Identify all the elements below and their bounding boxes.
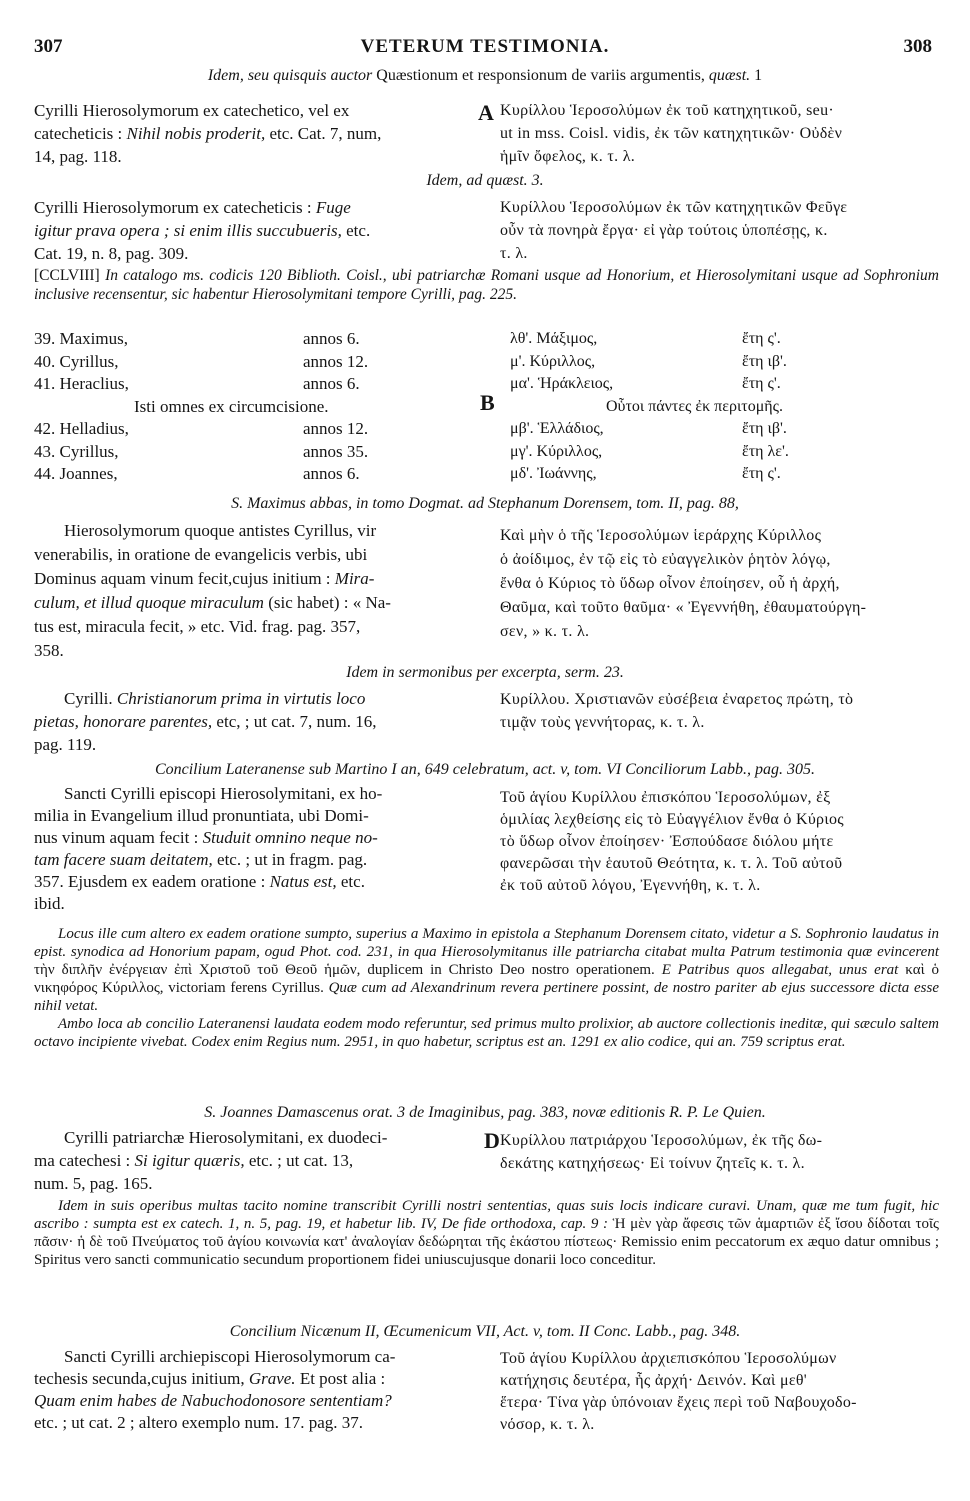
page-number-left: 307: [34, 36, 63, 57]
bishop-name: μ'. Κύριλλος,: [510, 352, 596, 370]
footnote: [34, 1197, 939, 1269]
text-line: 358.: [34, 641, 64, 660]
text-run: etc. Cat. 7, num,: [269, 124, 382, 143]
bishop-name: 40. Cyrillus,: [34, 351, 119, 371]
bishops-list-greek: [510, 328, 940, 486]
text-line: τιμᾷν τοὺς γεννήτορας, κ. τ. λ.: [500, 714, 705, 731]
bishop-name: μβ'. Ἑλλάδιος,: [510, 420, 604, 437]
bishop-years: ἔτη ιβ'.: [742, 420, 787, 437]
page-number-right: 308: [903, 36, 932, 57]
note-text: Locus ille cum altero ex eadem oratione sumpto, superius a Maximo in epistola a Stephanum Dorensem citato, videtur a S. Sophronio laudatus in epist. synodica ad Honorium papam, ogud Phot. cod. 231, in qua Hierosolymitanus ille patriarcha citabat multa Patrum testimonia quæ evincerent: [34, 926, 939, 960]
heading-italic: Idem, seu quisquis auctor: [207, 67, 373, 84]
text-line: ὁμιλίας λεχθείσης εἰς τὸ Εὐαγγέλιον ἔνθα ὁ Κύριος: [500, 811, 844, 828]
list-item: [510, 328, 940, 351]
text-line: 14, pag. 118.: [34, 147, 122, 166]
text-line: [34, 122, 489, 145]
heading-italic: Concilium Lateranense sub Martino I an, 649 celebratum, act. v, tom. VI Conciliorum Labb., pag. 305.: [154, 761, 816, 778]
section-heading: [40, 171, 930, 191]
heading-italic: Idem, ad quæst. 3.: [426, 172, 544, 189]
text-run: Cyrilli Hierosolymorum ex catecheticis :: [34, 198, 312, 217]
text-line: Κυρίλλου πατριάρχου Ἱεροσολύμων, ἐκ τῆς δω-: [500, 1132, 823, 1149]
heading-italic: quæst.: [708, 67, 751, 84]
bishop-name: 42. Helladius,: [34, 419, 129, 438]
text-line: [34, 591, 489, 615]
list-item: [510, 418, 940, 441]
text-run: techesis secunda,cujus initium,: [34, 1369, 245, 1388]
text-run: Dominus aquam vinum fecit,cujus initium :: [34, 569, 331, 588]
heading-italic: S. Maximus abbas, in tomo Dogmat. ad Stephanum Dorensem, tom. II, pag. 88,: [231, 495, 739, 512]
bishop-years: annos 12.: [303, 419, 369, 438]
margin-letter: D: [484, 1128, 500, 1153]
text-line: ἕτερα· Τίνα γὰρ ὑπόνοιαν ἔχεις περὶ τοῦ Ναβουχοδο-: [500, 1394, 857, 1411]
italic-run: Fuge: [315, 198, 351, 217]
text-line: Τοῦ ἁγίου Κυρίλλου ἐπισκόπου Ἱεροσολύμων, ἐξ: [500, 789, 831, 806]
latin-column: [34, 687, 489, 756]
text-line: Cat. 19, n. 8, pag. 309.: [34, 244, 189, 263]
list-note-text: Isti omnes ex circumcisione.: [134, 396, 329, 416]
bishops-list-latin: [34, 328, 474, 486]
text-line: ἐκ τοῦ αὐτοῦ λόγου, Ἐγεννήθη, κ. τ. λ.: [500, 877, 761, 894]
bishop-name: μδ'. Ἰωάννης,: [510, 465, 597, 482]
text-run: Et post alia :: [299, 1369, 386, 1388]
text-line: [34, 827, 489, 849]
text-line: etc. ; ut cat. 2 ; altero exemplo num. 17. pag. 37.: [34, 1413, 364, 1432]
italic-run: tam facere suam deitatem,: [34, 850, 213, 869]
text-run: etc. ; ut in fragm. pag.: [217, 850, 368, 869]
italic-run: Studuit omnino neque no-: [202, 828, 378, 847]
text-line: [34, 710, 489, 733]
margin-letter: B: [480, 390, 495, 415]
list-note-text: Οὗτοι πάντες ἐκ περιτομῆς.: [606, 397, 783, 415]
text-run: catecheticis :: [34, 124, 123, 143]
note-text: Quæ cum ad Alexandrinum revera pertinere possint, de nostro pariter ab ejus successore dicta esse nihil vetat.: [34, 980, 940, 1014]
running-title: VETERUM TESTIMONIA.: [360, 36, 610, 57]
text-line: τ. λ.: [500, 245, 528, 262]
heading-text: Quæstionum et responsionum de variis argumentis,: [376, 67, 705, 84]
text-run: etc.: [346, 221, 371, 240]
margin-letter: A: [478, 100, 494, 125]
note-greek: Ἡ μὲν γὰρ ἄφεσις τῶν ἁμαρτιῶν ἐξ ἴσου δίδοται τοῖς πᾶσιν· ἡ δὲ τοῦ Πνεύματος τοῦ ἁγίου κοινωνία κατ' ἀναλογίαν δεδώρηται τῆς ἑκάστου πίστεως· Remissio enim peccatorum ex æquo datur omnibus ; Spiritus vero sancti communicatio secundum proportionem fidei uniuscujusque donarii loco conceditur.: [34, 1216, 939, 1268]
text-line: [34, 849, 489, 871]
bishop-name: 43. Cyrillus,: [34, 441, 119, 461]
note-paragraph: [34, 925, 939, 1015]
list-item: [510, 463, 940, 486]
bishop-years: ἔτη ιβ'.: [742, 352, 787, 370]
text-line: Θαῦμα, καὶ τοῦτο θαῦμα· « Ἐγεννήθη, ἐθαυματούργη-: [500, 599, 867, 616]
text-line: [34, 567, 489, 591]
greek-column: [500, 1129, 938, 1175]
section-heading: [40, 494, 930, 514]
list-item: [34, 441, 474, 464]
text-line: ὁ ἀοίδιμος, ἐν τῷ εἰς τὸ εὐαγγελικὸν ῥητὸν λόγῳ,: [500, 551, 831, 568]
bishop-years: annos 35.: [303, 441, 369, 461]
list-item: [510, 351, 940, 374]
bishop-years: annos 6.: [303, 464, 360, 483]
text-line: tus est, miracula fecit, » etc. Vid. frag. pag. 357,: [34, 617, 361, 636]
footnote: [34, 925, 939, 1051]
text-line: σεν, » κ. τ. λ.: [500, 623, 590, 640]
italic-run: Christianorum prima in virtutis loco: [116, 689, 366, 708]
list-item: [34, 463, 474, 486]
text-line: κατήχησις δευτέρα, ἧς ἀρχή· Δεινόν. Καὶ μεθ': [500, 1372, 807, 1389]
note-greek: τὴν διπλῆν ἐνέργειαν ἐπὶ Χριστοῦ τοῦ Θεοῦ ἡμῶν, duplicem in Christo Deo nostro operationem.: [34, 962, 655, 978]
heading-italic: Idem in sermonibus per excerpta, serm. 23.: [346, 664, 624, 681]
bishop-name: λθ'. Μάξιμος,: [510, 330, 598, 347]
bishop-name: 41. Heraclius,: [34, 374, 129, 393]
text-line: [34, 219, 489, 242]
greek-column: [500, 524, 938, 644]
text-line: venerabilis, in oratione de evangelicis verbis, ubi: [34, 545, 368, 564]
bishop-years: annos 6.: [303, 374, 360, 393]
bishop-name: 39. Maximus,: [34, 329, 128, 348]
text-line: Κυρίλλου Ἱεροσολύμων ἐκ τῶν κατηχητικῶν Φεῦγε: [500, 199, 848, 216]
text-line: δεκάτης κατηχήσεως· Εἰ τοίνυν ζητεῖς κ. τ. λ.: [500, 1155, 805, 1172]
text-line: Cyrilli Hierosolymorum ex catechetico, vel ex: [34, 101, 350, 120]
list-item: [34, 351, 474, 374]
text-line: [34, 196, 489, 219]
text-line: ἔνθα ὁ Κύριος τὸ ὕδωρ οἶνον ἐποίησεν, οὗ ἡ ἀρχή,: [500, 575, 840, 592]
text-run: nus vinum aquam fecit :: [34, 828, 199, 847]
greek-column: [500, 196, 938, 265]
greek-column: [500, 688, 938, 734]
note-marker: [CCLVIII]: [34, 267, 100, 284]
text-line: Sancti Cyrilli archiepiscopi Hierosolymorum ca-: [64, 1347, 396, 1366]
section-heading: [40, 760, 930, 780]
bishop-years: ἔτη ς'.: [742, 375, 781, 392]
list-item: [510, 373, 940, 396]
text-run: etc, ; ut cat. 7, num. 16,: [216, 712, 377, 731]
bishop-years: annos 6.: [303, 329, 360, 348]
section-heading: [40, 66, 930, 86]
list-item: [34, 328, 474, 351]
section-heading: [40, 663, 930, 683]
text-line: pag. 119.: [34, 735, 97, 754]
text-line: Καὶ μὴν ὁ τῆς Ἱεροσολύμων ἱεράρχης Κύριλλος: [500, 527, 822, 544]
text-run: Cyrilli.: [64, 689, 113, 708]
text-run: 357. Ejusdem ex eadem oratione :: [34, 872, 266, 891]
latin-column: [34, 99, 489, 168]
note-greek: καὶ ὁ νικηφόρος Κύριλλος, victoriam ferens Cyrillus.: [34, 962, 940, 996]
italic-run: culum, et illud quoque miraculum: [34, 593, 264, 612]
heading-italic: Concilium Nicænum II, Œcumenicum VII, Act. v, tom. II Conc. Labb., pag. 348.: [229, 1323, 741, 1340]
latin-column: [34, 519, 489, 663]
footnote: [34, 266, 939, 304]
text-line: Κυρίλλου Ἱεροσολύμων ἐκ τοῦ κατηχητικοῦ, seu·: [500, 102, 835, 119]
text-run: etc.: [340, 872, 365, 891]
heading-italic: S. Joannes Damascenus orat. 3 de Imaginibus, pag. 383, novæ editionis R. P. Le Quien.: [204, 1104, 766, 1121]
note-paragraph: Ambo loca ab concilio Lateranensi laudata eodem modo referuntur, sed primus multo prolixior, ab auctore collectionis ineditæ, qui sæculo saltem octavo incipiente vivebat. Codex enim Regius num. 2951, in quo habetur, scriptus est an. 1291 ex alio codice, qui an. 759 scriptus erat.: [34, 1016, 939, 1050]
text-line: τὸ ὕδωρ οἶνον ἐποίησεν· Ἐσπούδασε διόλου μήτε: [500, 833, 834, 850]
italic-run: Mira-: [334, 569, 375, 588]
bishop-years: annos 12.: [303, 351, 369, 371]
note-text: Idem in suis operibus multas tacito nomine transcribit Cyrilli nostri sententias, quas suis locis indicare curavi. Unam, quæ me tum fugit, hic ascribo : sumpta est ex catech. 1, n. 5, pag. 19, et habetur lib. IV, De fide orthodoxa, cap. 9 :: [34, 1198, 939, 1232]
text-line: milia in Evangelium illud pronuntiata, ubi Domi-: [34, 806, 369, 825]
text-run: ma catechesi :: [34, 1151, 131, 1170]
note-text: E Patribus quos allegabat, unus erat: [661, 962, 899, 978]
bishop-name: 44. Joannes,: [34, 464, 118, 483]
list-item: [34, 418, 474, 441]
bishop-years: ἔτη λε'.: [742, 442, 789, 460]
greek-column: [500, 99, 938, 168]
section-heading: [40, 1322, 930, 1342]
note-text: In catalogo ms. codicis 120 Biblioth. Coisl., ubi patriarchæ Romani usque ad Honorium, et Hierosolymitani usque ad Sophronium inclusive recensentur, sic habentur Hierosolymitani tempore Cyrilli, pag. 225.: [34, 267, 940, 303]
list-note: [34, 396, 474, 419]
section-heading: [40, 1103, 930, 1123]
bishop-years: ἔτη ς'.: [742, 330, 781, 347]
italic-run: pietas, honorare parentes,: [34, 712, 213, 731]
text-line: Quam enim habes de Nabuchodonosore sententiam?: [34, 1391, 392, 1410]
text-line: Κυρίλλου. Χριστιανῶν εὐσέβεια ἐναρετος πρώτη, τὸ: [500, 691, 854, 708]
heading-text: 1: [754, 67, 763, 84]
italic-run: Natus est,: [269, 872, 337, 891]
list-item: [510, 441, 940, 464]
greek-column: [500, 1348, 938, 1436]
latin-column: [34, 783, 489, 915]
text-line: ut in mss. Coisl. vidis, ἐκ τῶν κατηχητικῶν· Οὐδὲν: [500, 125, 843, 142]
latin-column: [34, 1126, 489, 1195]
italic-run: igitur prava opera ; si enim illis succubueris,: [34, 221, 342, 240]
greek-column: [500, 787, 938, 897]
text-line: [34, 687, 489, 710]
text-line: Cyrilli patriarchæ Hierosolymitani, ex duodeci-: [64, 1128, 388, 1147]
list-note: [510, 396, 940, 419]
text-line: νόσορ, κ. τ. λ.: [500, 1416, 595, 1433]
text-line: num. 5, pag. 165.: [34, 1174, 153, 1193]
italic-run: Si igitur quæris,: [134, 1151, 245, 1170]
text-line: ἡμῖν ὄφελος, κ. τ. λ.: [500, 148, 636, 165]
text-run: etc. ; ut cat. 13,: [248, 1151, 354, 1170]
text-line: Sancti Cyrilli episcopi Hierosolymitani, ex ho-: [64, 784, 383, 803]
note-paragraph: [34, 1197, 939, 1269]
latin-column: [34, 196, 489, 265]
text-line: Τοῦ ἁγίου Κυρίλλου ἀρχιεπισκόπου Ἱεροσολύμων: [500, 1350, 837, 1367]
bishop-years: ἔτη ς'.: [742, 465, 781, 482]
bishop-name: μα'. Ἡράκλειος,: [510, 375, 614, 392]
italic-run: Nihil nobis proderit,: [126, 124, 266, 143]
text-line: [34, 1149, 489, 1172]
text-line: ibid.: [34, 894, 65, 913]
text-run: (sic habet) : « Na-: [268, 593, 391, 612]
bishop-name: μγ'. Κύριλλος,: [510, 442, 603, 460]
text-line: φανερῶσαι τὴν ἑαυτοῦ Θεότητα, κ. τ. λ. Τοῦ αὐτοῦ: [500, 855, 843, 872]
text-line: [34, 871, 489, 893]
latin-column: [34, 1346, 489, 1434]
list-item: [34, 373, 474, 396]
text-line: Hierosolymorum quoque antistes Cyrillus, vir: [64, 521, 377, 540]
italic-run: Grave.: [248, 1369, 296, 1388]
text-line: [34, 1368, 489, 1390]
text-line: οὖν τὰ πονηρὰ ἔργα· εἰ γὰρ τούτοις ὑποπέσῃς, κ.: [500, 222, 828, 239]
